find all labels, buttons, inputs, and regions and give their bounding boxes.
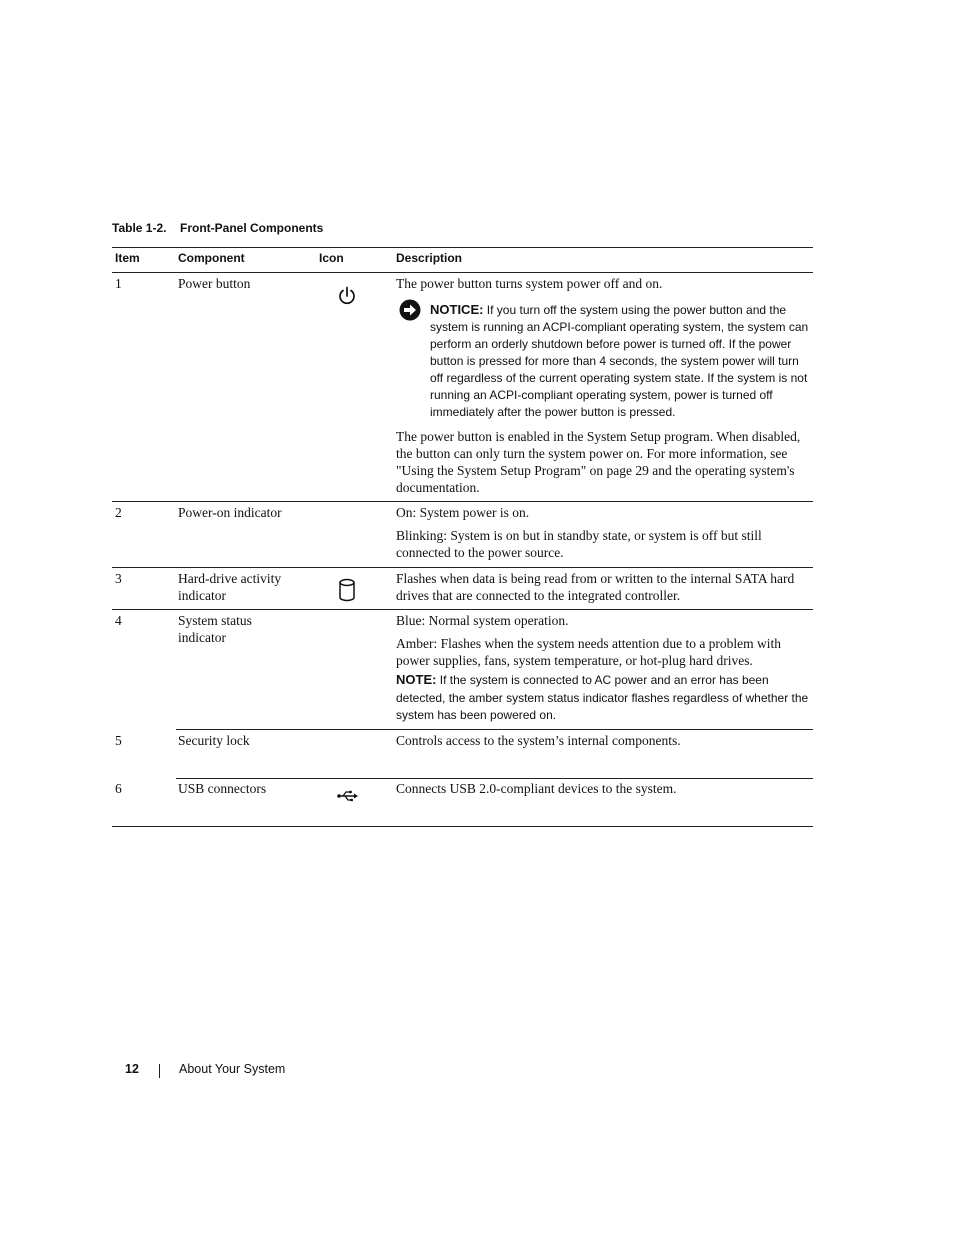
header-icon: Icon <box>319 251 344 265</box>
section-title: About Your System <box>179 1062 286 1076</box>
notice-block <box>430 301 810 421</box>
table-bottom-rule <box>112 826 813 827</box>
header-rule <box>112 272 813 273</box>
row-5-item: 5 <box>115 733 122 748</box>
usb-icon <box>337 789 359 807</box>
notice-label: NOTICE: <box>430 302 484 317</box>
note-label: NOTE: <box>396 672 437 687</box>
row-2-component: Power-on indicator <box>178 505 282 520</box>
row-1-description-extra: The power button is enabled in the System Setup program. When disabled, the button can only turn the system power on. For more information, see "Using the System Setup Program" on page 29 and the operating system's documentation. <box>396 429 801 495</box>
row-5-description: Controls access to the system’s internal components. <box>396 733 681 748</box>
notice-text: If you turn off the system using the power button and the system is running an ACPI-compliant operating system, the system can perform an orderly shutdown before power is turned off. If the power button is pressed for more than 4 seconds, the system power will turn off regardless of the current operating system state. If the system is not running an ACPI-compliant operating system, power is turned off immediately after the power button is pressed. <box>430 303 809 419</box>
header-description: Description <box>396 251 463 265</box>
row-6-item: 6 <box>115 781 122 796</box>
row-rule <box>112 567 813 568</box>
row-3-item: 3 <box>115 571 122 586</box>
row-rule <box>112 501 813 502</box>
row-4-component: System status indicator <box>178 613 252 645</box>
hard-drive-icon <box>338 578 356 607</box>
table-top-rule <box>112 247 813 248</box>
row-rule <box>112 609 813 610</box>
row-1-description: The power button turns system power off and on. <box>396 276 663 291</box>
row-4-description-extra: Amber: Flashes when the system needs attention due to a problem with power supplies, fans, system temperature, or hot-plug hard drives. <box>396 636 782 668</box>
row-6-component: USB connectors <box>178 781 267 796</box>
header-item: Item <box>115 251 140 265</box>
row-1-item: 1 <box>115 276 122 291</box>
row-2-description-extra: Blinking: System is on but in standby state, or system is off but still connected to the power source. <box>396 528 762 560</box>
row-4-item: 4 <box>115 613 122 628</box>
header-component: Component <box>178 251 245 265</box>
row-rule <box>176 778 813 779</box>
note-text: If the system is connected to AC power and an error has been detected, the amber system status indicator flashes regardless of whether the system has been powered on. <box>396 673 809 722</box>
row-4-description: Blue: Normal system operation. <box>396 613 569 628</box>
page-number: 12 <box>125 1062 139 1076</box>
row-2-item: 2 <box>115 505 122 520</box>
table-caption <box>112 221 323 235</box>
footer-separator <box>159 1064 160 1078</box>
notice-icon <box>399 299 421 326</box>
row-5-component: Security lock <box>178 733 250 748</box>
note-block <box>396 671 810 725</box>
row-3-description: Flashes when data is being read from or written to the internal SATA hard drives that are connected to the integrated controller. <box>396 571 795 603</box>
power-icon <box>337 286 357 312</box>
row-6-description: Connects USB 2.0-compliant devices to the system. <box>396 781 677 796</box>
row-rule <box>176 729 813 730</box>
row-1-component: Power button <box>178 276 251 291</box>
row-3-component: Hard-drive activity indicator <box>178 571 282 603</box>
row-2-description: On: System power is on. <box>396 505 530 520</box>
table-title: Front-Panel Components <box>180 221 324 235</box>
table-number: Table 1-2. <box>112 221 167 235</box>
